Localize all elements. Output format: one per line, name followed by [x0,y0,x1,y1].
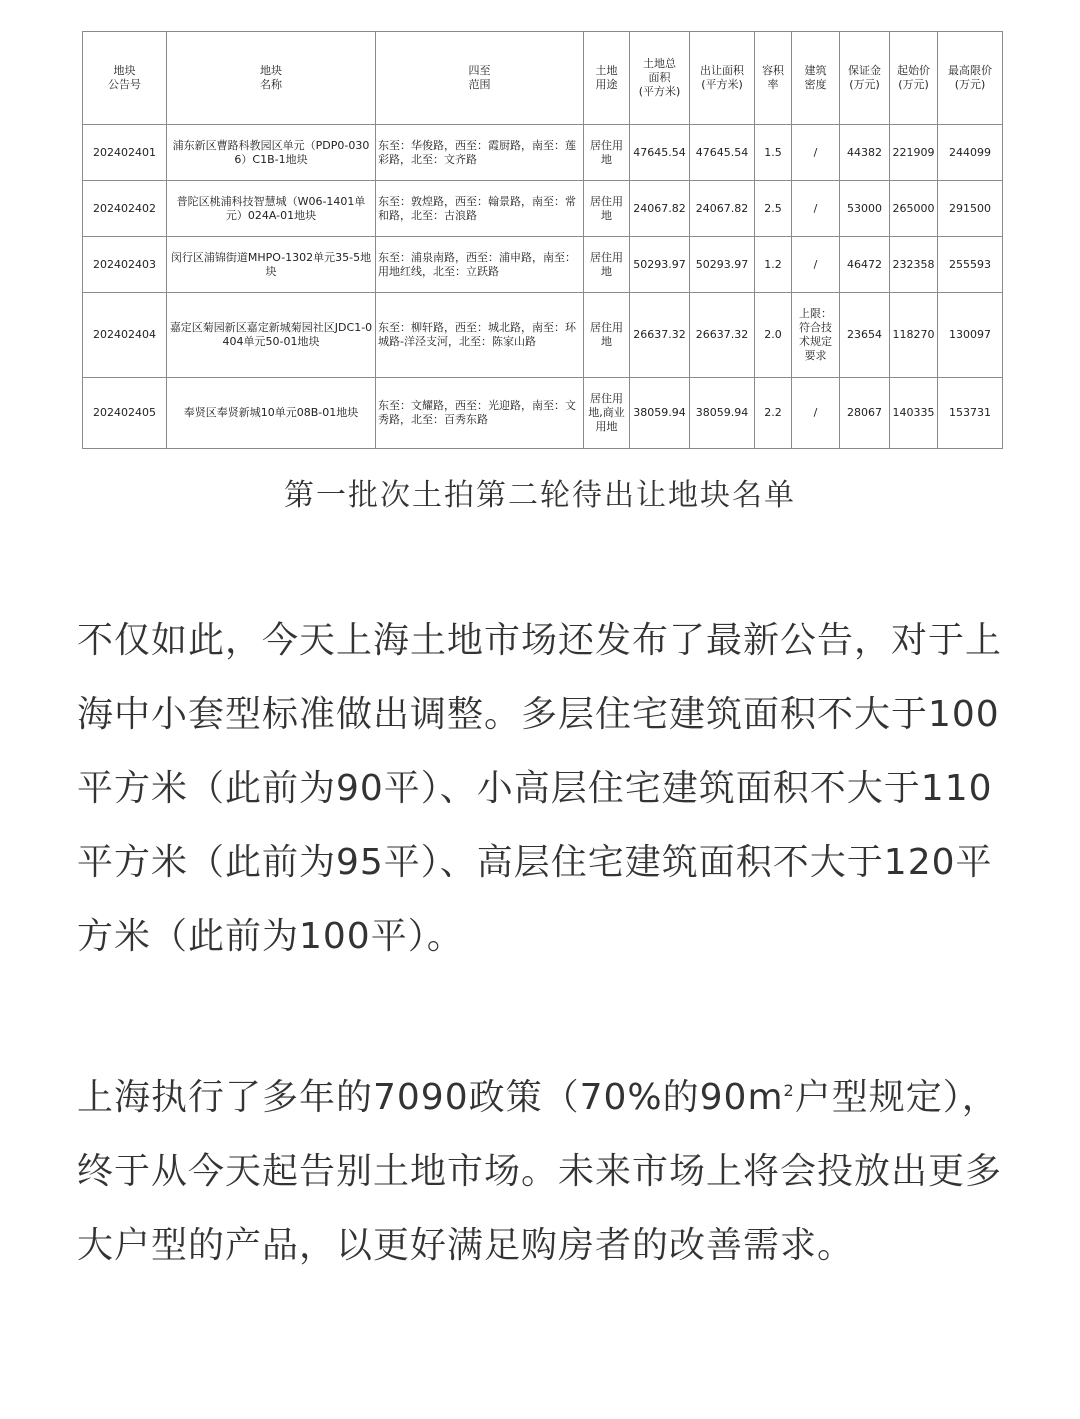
table-cell: 2.2 [755,378,792,449]
table-cell: 202402405 [83,378,167,449]
table-row [83,237,1003,293]
table-cell: 47645.54 [690,125,755,181]
table-header-row [83,32,1003,125]
column-header: 土地 用途 [584,32,630,125]
table-cell: 东至：敦煌路，西至：翰景路，南至：常和路，北至：古浪路 [376,181,584,237]
table-cell: 50293.97 [690,237,755,293]
table-cell: 嘉定区菊园新区嘉定新城菊园社区JDC1-0404单元50-01地块 [167,293,376,378]
table-cell: 居住用地 [584,125,630,181]
table-cell: 奉贤区奉贤新城10单元08B-01地块 [167,378,376,449]
column-header: 建筑 密度 [792,32,840,125]
table-cell: 118270 [890,293,938,378]
table-cell: 居住用地 [584,293,630,378]
table-cell: 221909 [890,125,938,181]
paragraph-7090-text-start: 上海执行了多年的7090政策（70%的90m [77,1077,784,1118]
table-cell: 202402401 [83,125,167,181]
table-cell: 291500 [938,181,1003,237]
table-caption: 第一批次土拍第二轮待出让地块名单 [284,478,796,513]
column-header: 最高限价 (万元) [938,32,1003,125]
table-body [83,125,1003,449]
table-cell: 38059.94 [690,378,755,449]
paragraph-standards-adjustment: 不仅如此，今天上海土地市场还发布了最新公告，对于上海中小套型标准做出调整。多层住宅建筑面积不大于100平方米（此前为90平）、小高层住宅建筑面积不大于110平方米（此前为95平）、高层住宅建筑面积不大于120平方米（此前为100平）。 [77,620,1003,957]
table-row [83,293,1003,378]
table-cell: 24067.82 [630,181,690,237]
table-header [83,32,1003,125]
table-cell: 38059.94 [630,378,690,449]
table-cell: 255593 [938,237,1003,293]
square-superscript: 2 [783,1081,795,1100]
table-cell: 东至：文耀路，西至：光迎路，南至：文秀路，北至：百秀东路 [376,378,584,449]
column-header: 地块 公告号 [83,32,167,125]
table-cell: 265000 [890,181,938,237]
table-cell: 130097 [938,293,1003,378]
table-row [83,181,1003,237]
table-cell: 24067.82 [690,181,755,237]
table-cell: 普陀区桃浦科技智慧城（W06-1401单元）024A-01地块 [167,181,376,237]
table-cell: 202402402 [83,181,167,237]
table-cell: 1.2 [755,237,792,293]
table-cell: / [792,181,840,237]
column-header: 地块 名称 [167,32,376,125]
table-cell: / [792,378,840,449]
table-cell: 东至：柳轩路，西至：城北路，南至：环城路-洋泾支河，北至：陈家山路 [376,293,584,378]
table-cell: 居住用地,商业用地 [584,378,630,449]
paragraph-7090-text-end: 户型规定），终于从今天起告别土地市场。未来市场上将会投放出更多大户型的产品，以更好满足购房者的改善需求。 [77,1077,1003,1266]
table-cell: 居住用地 [584,181,630,237]
table-cell: 244099 [938,125,1003,181]
column-header: 四至 范围 [376,32,584,125]
table-cell: / [792,237,840,293]
column-header: 土地总 面积 (平方米) [630,32,690,125]
table-cell: 202402403 [83,237,167,293]
table-row [83,125,1003,181]
table-row [83,378,1003,449]
table-cell: 东至：华俊路，西至：霞厨路，南至：莲彩路，北至：文齐路 [376,125,584,181]
table-cell: 53000 [840,181,890,237]
table-cell: 上限： 符合技 术规定 要求 [792,293,840,378]
table-cell: 1.5 [755,125,792,181]
table-cell: 闵行区浦锦街道MHPO-1302单元35-5地块 [167,237,376,293]
table-cell: 140335 [890,378,938,449]
column-header: 起始价 (万元) [890,32,938,125]
table-cell: 浦东新区曹路科教园区单元（PDP0-0306）C1B-1地块 [167,125,376,181]
table-cell: / [792,125,840,181]
table-cell: 50293.97 [630,237,690,293]
table-cell: 44382 [840,125,890,181]
column-header: 出让面积 (平方米) [690,32,755,125]
table-cell: 2.5 [755,181,792,237]
table-cell: 东至：浦泉南路，西至：浦申路，南至：用地红线，北至：立跃路 [376,237,584,293]
table-cell: 28067 [840,378,890,449]
table-cell: 23654 [840,293,890,378]
table-cell: 26637.32 [630,293,690,378]
column-header: 保证金 (万元) [840,32,890,125]
table-cell: 47645.54 [630,125,690,181]
table-cell: 26637.32 [690,293,755,378]
table-cell: 居住用地 [584,237,630,293]
column-header: 容积 率 [755,32,792,125]
table-cell: 232358 [890,237,938,293]
paragraph-7090-policy [77,1061,1012,1283]
table-cell: 202402404 [83,293,167,378]
land-parcel-table [82,31,1003,449]
table-cell: 153731 [938,378,1003,449]
table-cell: 46472 [840,237,890,293]
table-cell: 2.0 [755,293,792,378]
